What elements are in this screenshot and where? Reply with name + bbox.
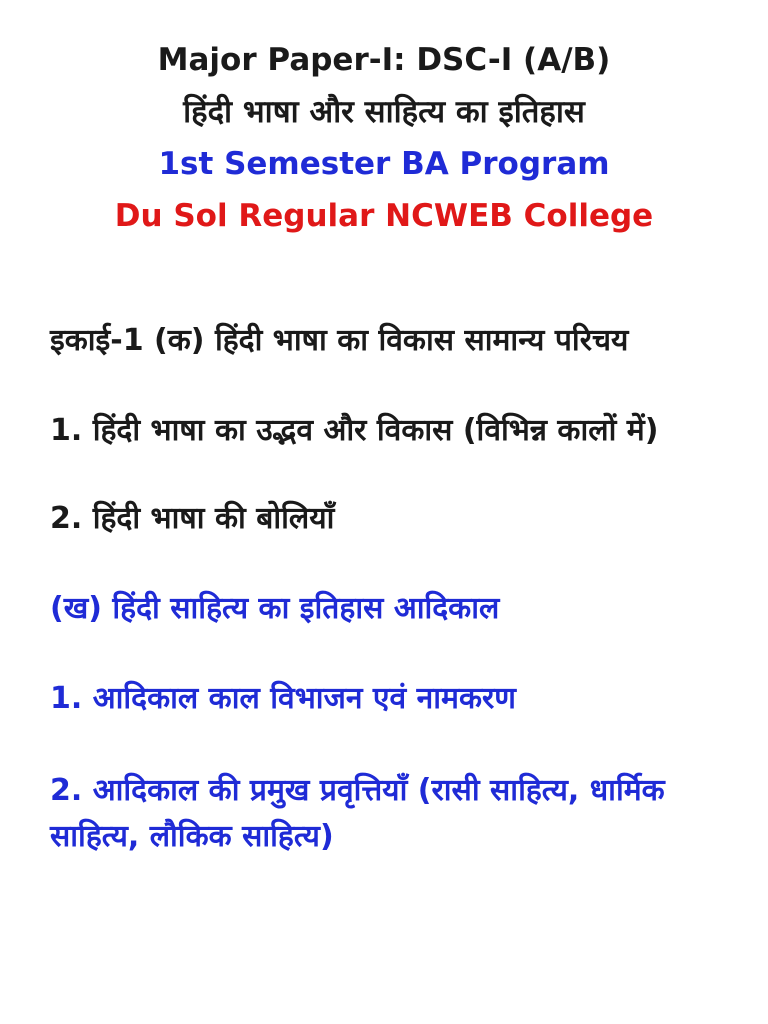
list-item: 1. आदिकाल काल विभाजन एवं नामकरण xyxy=(50,681,517,716)
syllabus-content xyxy=(50,318,730,860)
document-header xyxy=(0,34,768,242)
semester-title: 1st Semester BA Program xyxy=(158,146,610,182)
list-item: 1. हिंदी भाषा का उद्भव और विकास (विभिन्न कालों में) xyxy=(50,413,659,448)
list-item: 2. आदिकाल की प्रमुख प्रवृत्तियाँ (रासी साहित्य, धार्मिक साहित्य, लौकिक साहित्य) xyxy=(50,773,665,854)
college-title: Du Sol Regular NCWEB College xyxy=(114,198,654,234)
unit-heading: इकाई-1 (क) हिंदी भाषा का विकास सामान्य परिचय xyxy=(50,323,629,358)
subunit-heading: (ख) हिंदी साहित्य का इतिहास आदिकाल xyxy=(50,591,500,626)
subject-title: हिंदी भाषा और साहित्य का इतिहास xyxy=(183,94,585,130)
paper-title: Major Paper-I: DSC-I (A/B) xyxy=(157,42,611,78)
list-item: 2. हिंदी भाषा की बोलियाँ xyxy=(50,501,335,536)
